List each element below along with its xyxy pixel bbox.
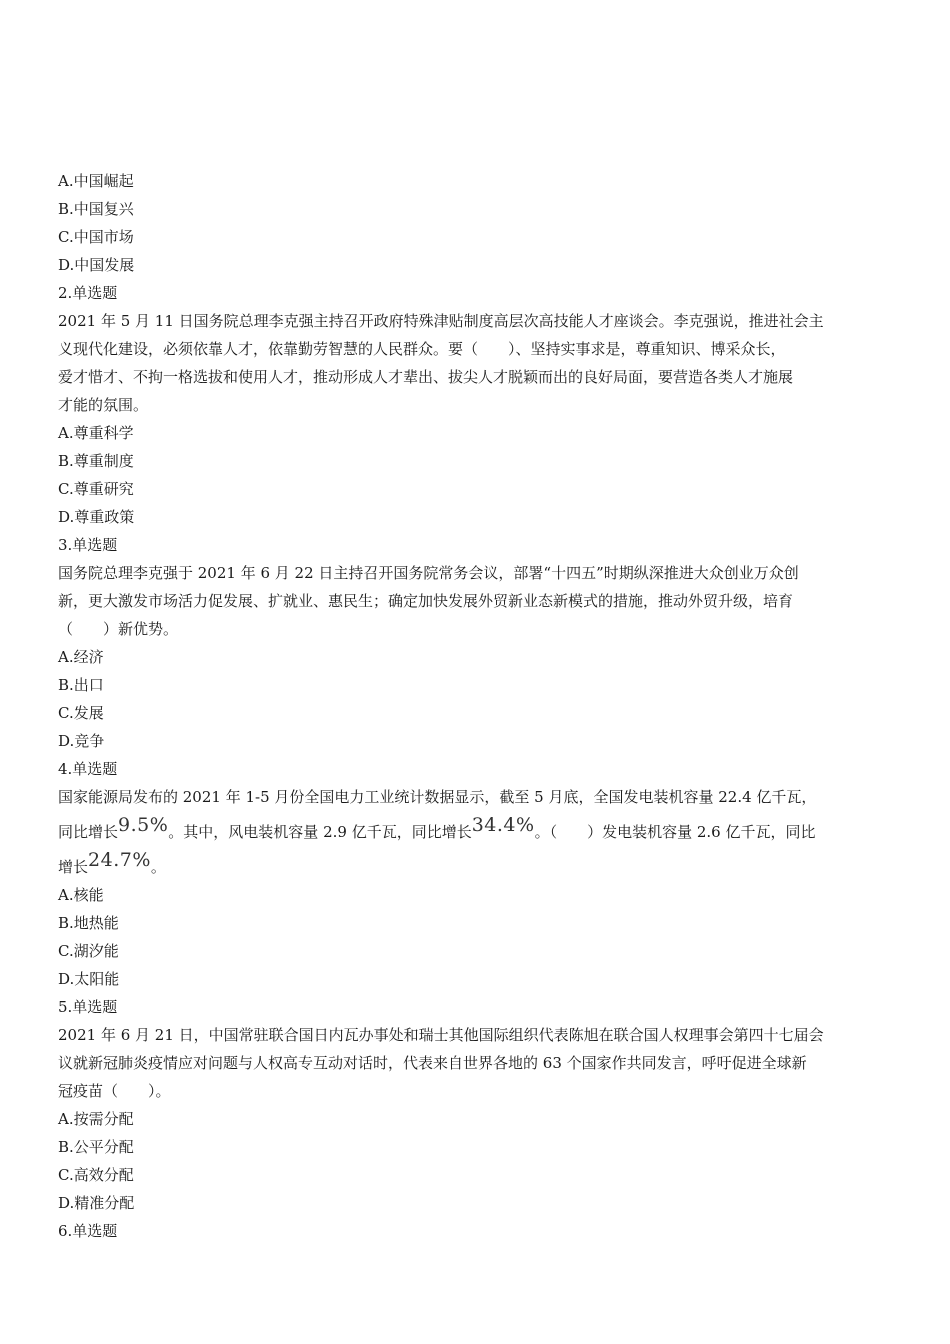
option-b: B.出口 [58,676,104,694]
question-3 [58,531,896,755]
option-d: D.太阳能 [58,970,120,988]
question-type: 4.单选题 [58,760,118,778]
option-a: A.尊重科学 [58,424,134,442]
question-stem-line: 国家能源局发布的 2021 年 1-5 月份全国电力工业统计数据显示，截至 5 月底，全国发电装机容量 22.4 亿千瓦， [58,788,817,806]
stem-text: 。其中，风电装机容量 2.9 亿千瓦，同比增长 [168,823,472,841]
question-stem-line: 2021 年 6 月 21 日，中国常驻联合国日内瓦办事处和瑞士其他国际组织代表陈旭在联合国人权理事会第四十七届会 [58,1026,824,1044]
option-c: C.发展 [58,704,104,722]
option-d: D.竞争 [58,732,105,750]
question-stem-line: 义现代化建设，必须依靠人才，依靠勤劳智慧的人民群众。要（ ）、坚持实事求是，尊重知识、博采众长， [58,340,786,358]
question-stem-line: （ ）新优势。 [58,620,179,638]
option-d: D.中国发展 [58,256,135,274]
option-a: A.中国崛起 [58,172,134,190]
option-d: D.精准分配 [58,1194,135,1212]
question-stem-line: 新，更大激发市场活力促发展、扩就业、惠民生；确定加快发展外贸新业态新模式的措施，推动外贸升级，培育 [58,592,794,610]
question-stem-line: 2021 年 5 月 11 日国务院总理李克强主持召开政府特殊津贴制度高层次高技能人才座谈会。李克强说，推进社会主 [58,312,824,330]
option-c: C.尊重研究 [58,480,134,498]
option-a: A.核能 [58,886,104,904]
question-stem-line [58,811,896,846]
option-b: B.尊重制度 [58,452,134,470]
question-1 [58,167,896,279]
question-4 [58,755,896,993]
question-stem-line: 爱才惜才、不拘一格选拔和使用人才，推动形成人才辈出、拔尖人才脱颖而出的良好局面，要营造各类人才施展 [58,368,794,386]
percent-formula: 9.5% [118,814,169,836]
option-b: B.地热能 [58,914,119,932]
stem-text: 。 [150,858,166,876]
question-stem-line: 冠疫苗（ ）。 [58,1082,171,1100]
question-type: 3.单选题 [58,536,118,554]
question-5 [58,993,896,1217]
question-stem-line: 国务院总理李克强于 2021 年 6 月 22 日主持召开国务院常务会议，部署“十四五”时期纵深推进大众创业万众创 [58,564,799,582]
stem-text: 。（ ）发电装机容量 2.6 亿千瓦，同比 [534,823,816,841]
option-a: A.经济 [58,648,104,666]
option-c: C.湖汐能 [58,942,119,960]
question-6 [58,1217,896,1245]
question-type: 2.单选题 [58,284,118,302]
option-a: A.按需分配 [58,1110,134,1128]
stem-text: 增长 [58,858,89,876]
question-stem-line [58,846,896,881]
question-2 [58,279,896,531]
option-c: C.高效分配 [58,1166,134,1184]
question-stem-line: 议就新冠肺炎疫情应对问题与人权高专互动对话时，代表来自世界各地的 63 个国家作共同发言，呼吁促进全球新 [58,1054,807,1072]
percent-formula: 34.4% [471,814,535,836]
option-b: B.公平分配 [58,1138,134,1156]
question-list [58,167,896,1245]
question-stem-line: 才能的氛围。 [58,396,149,414]
stem-text: 同比增长 [58,823,119,841]
percent-formula: 24.7% [88,849,151,871]
option-d: D.尊重政策 [58,508,135,526]
question-type: 5.单选题 [58,998,118,1016]
option-c: C.中国市场 [58,228,134,246]
question-type: 6.单选题 [58,1222,118,1240]
option-b: B.中国复兴 [58,200,134,218]
